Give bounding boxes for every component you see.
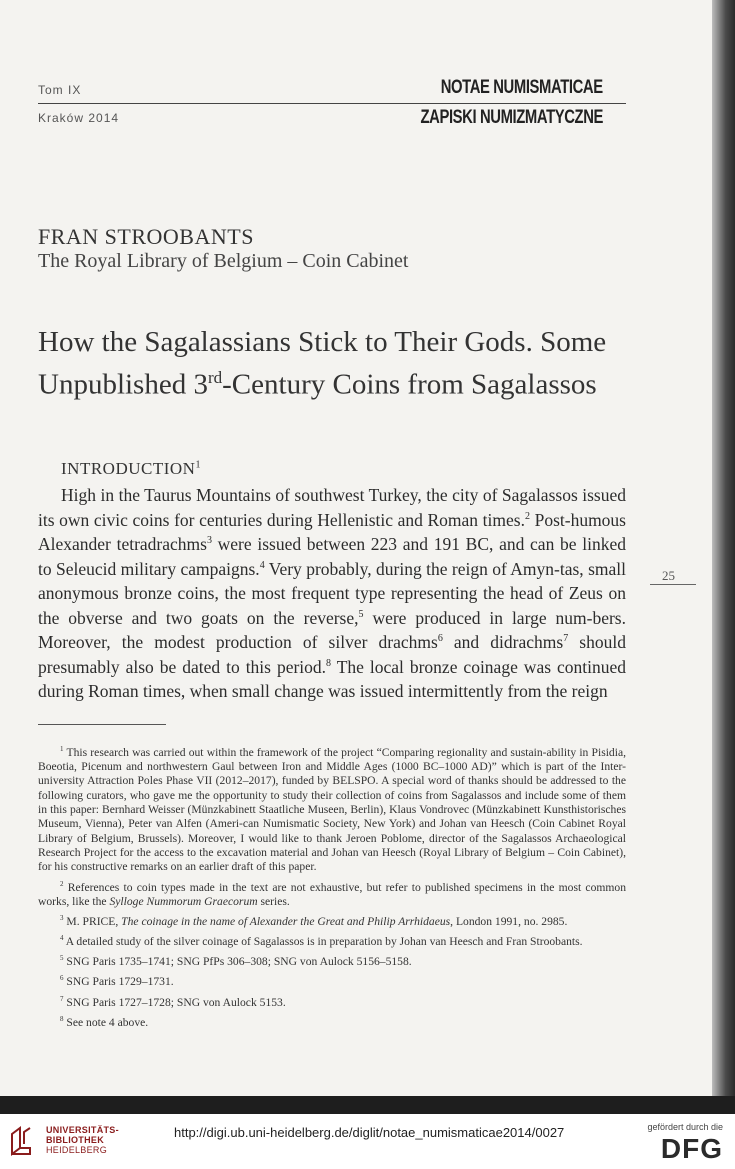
page-number-rule: [650, 584, 696, 585]
journal-title-polish: ZAPISKI NUMIZMATYCZNE: [420, 107, 603, 128]
footnote-number: 1: [60, 745, 64, 753]
place-year-label: Kraków 2014: [38, 111, 120, 125]
footnote-separator: [38, 724, 166, 725]
footnote-ref: 4: [259, 559, 265, 571]
footnote-text: See note 4 above.: [66, 1015, 149, 1029]
body-text-segment: and didrachms: [442, 632, 564, 652]
footnote-6: [38, 971, 626, 989]
footnote-text: , London 1991, no. 2985.: [450, 914, 568, 928]
body-text-segment: Very probably, during the reign of Amyn-tas, small anonymous bronze coins, the most frequent type representing the head of Zeus on the obverse and two goats on the reverse,: [38, 558, 626, 628]
footnote-ref: 6: [437, 633, 443, 645]
digitization-footer: [0, 1114, 735, 1169]
footnote-number: 6: [60, 974, 64, 983]
journal-title-latin: NOTAE NUMISMATICAE: [440, 77, 603, 98]
section-heading: [61, 459, 201, 479]
footnote-ref: 3: [206, 535, 212, 547]
footnote-1: [38, 742, 626, 875]
article-title: [38, 325, 638, 403]
footnote-number: 8: [60, 1014, 64, 1023]
title-superscript: rd: [207, 368, 223, 387]
footnote-2: [38, 877, 626, 909]
author-name: FRAN STROOBANTS: [38, 224, 254, 249]
library-name-line-1: UNIVERSITÄTS-: [46, 1125, 119, 1135]
body-text-segment: should presumably also be dated to this period.: [38, 632, 626, 677]
footnote-number: 4: [60, 934, 64, 943]
footnote-ref: 8: [326, 657, 332, 669]
title-part-2: -Century Coins from Sagalassos: [222, 368, 597, 401]
footnote-text: A detailed study of the silver coinage of Sagalassos is in preparation by Johan van Heesch and Fran Stroobants.: [65, 935, 583, 948]
footnote-4: [38, 931, 626, 949]
header-rule: [38, 103, 626, 104]
body-text-segment: Post-humous Alexander tetradrachms: [38, 509, 626, 554]
footnote-italic-title: Sylloge Nummorum Graecorum: [109, 894, 258, 908]
footnote-7: [38, 992, 626, 1010]
library-name-line-3: HEIDELBERG: [46, 1145, 108, 1155]
footnote-number: 3: [60, 913, 64, 922]
scan-right-edge: [712, 0, 735, 1108]
footnotes: [38, 742, 626, 1032]
footnote-3: [38, 911, 626, 929]
scan-bottom-edge: [0, 1096, 735, 1114]
footnote-ref: 5: [358, 608, 364, 620]
volume-label: Tom IX: [38, 83, 82, 97]
body-text-segment: were produced in large num-bers. Moreover, the modest production of silver drachms: [38, 607, 626, 652]
funder-note: gefördert durch die: [647, 1122, 723, 1132]
university-library-logo-icon: [8, 1124, 42, 1158]
footnote-number: 5: [60, 954, 64, 963]
footnote-text: M. PRICE,: [66, 914, 122, 928]
footnote-text: SNG Paris 1735–1741; SNG PfPs 306–308; SNG von Aulock 5156–5158.: [66, 955, 412, 969]
footnote-text: SNG Paris 1729–1731.: [66, 975, 174, 989]
body-paragraph: [38, 483, 626, 704]
body-text-segment: High in the Taurus Mountains of southwest Turkey, the city of Sagalassos issued its own civic coins for centuries during Hellenistic and Roman times.: [38, 485, 626, 530]
section-title: INTRODUCTION: [61, 459, 196, 478]
footnote-italic-title: The coinage in the name of Alexander the Great and Philip Arrhidaeus: [121, 914, 451, 928]
body-text-segment: The local bronze coinage was continued during Roman times, when small change was issued intermittently from the reign: [38, 656, 627, 701]
library-name: [46, 1125, 119, 1155]
footnote-text: SNG Paris 1727–1728; SNG von Aulock 5153.: [66, 995, 286, 1009]
dfg-logo: DFG: [660, 1133, 723, 1164]
title-part-1: How the Sagalassians Stick to Their Gods. Some Unpublished 3: [38, 326, 607, 401]
footnote-text: series.: [257, 894, 290, 908]
section-footnote-ref: 1: [195, 459, 201, 471]
footnote-5: [38, 951, 626, 969]
footnote-text: This research was carried out within the framework of the project “Comparing regionality and sustain-ability in Pisidia, Boeotia, Picenum and northwestern Gaul between Iron and Middle Ages (1000 BC–1000 AD)” which is part of the Inter-university Attraction Poles Phase VII (2012–2017), funded by BELSPO. A special word of thanks should be addressed to the following curators, who gave me the opportunity to study their collection of coins from Sagalassos and include some of them in this paper: Bernhard Weisser (Münzkabinett Staatliche Museen, Berlin), Klaus Vondrovec (Münzkabinett Kunsthistorisches Museum, Vienna), Peter van Alfen (Ameri-can Numismatic Society, New York) and Johan van Heesch (Coin Cabinet Royal Library of Belgium, Brussels). Moreover, I would like to thank Jeroen Poblome, director of the Sagalassos Archaeological Research Project for the access to the excavation material and Johan van Heesch (Royal Library of Belgium – Coin Cabinet), for his constructive remarks on an earlier draft of this paper.: [38, 745, 626, 874]
permalink-url[interactable]: http://digi.ub.uni-heidelberg.de/diglit/notae_numismaticae2014/0027: [174, 1125, 565, 1140]
footnote-number: 2: [60, 879, 64, 888]
library-name-line-2: BIBLIOTHEK: [46, 1135, 104, 1145]
author-affiliation: The Royal Library of Belgium – Coin Cabinet: [38, 250, 409, 272]
footnote-ref: 7: [563, 633, 569, 645]
footnote-8: [38, 1012, 626, 1030]
page-number: 25: [662, 568, 675, 583]
footnote-text: References to coin types made in the text are not exhaustive, but refer to published specimens in the most common works, like the: [38, 880, 626, 908]
footnote-number: 7: [60, 994, 64, 1003]
footnote-ref: 2: [524, 510, 530, 522]
body-text-segment: were issued between 223 and 191 BC, and can be linked to Seleucid military campaigns.: [38, 534, 626, 579]
